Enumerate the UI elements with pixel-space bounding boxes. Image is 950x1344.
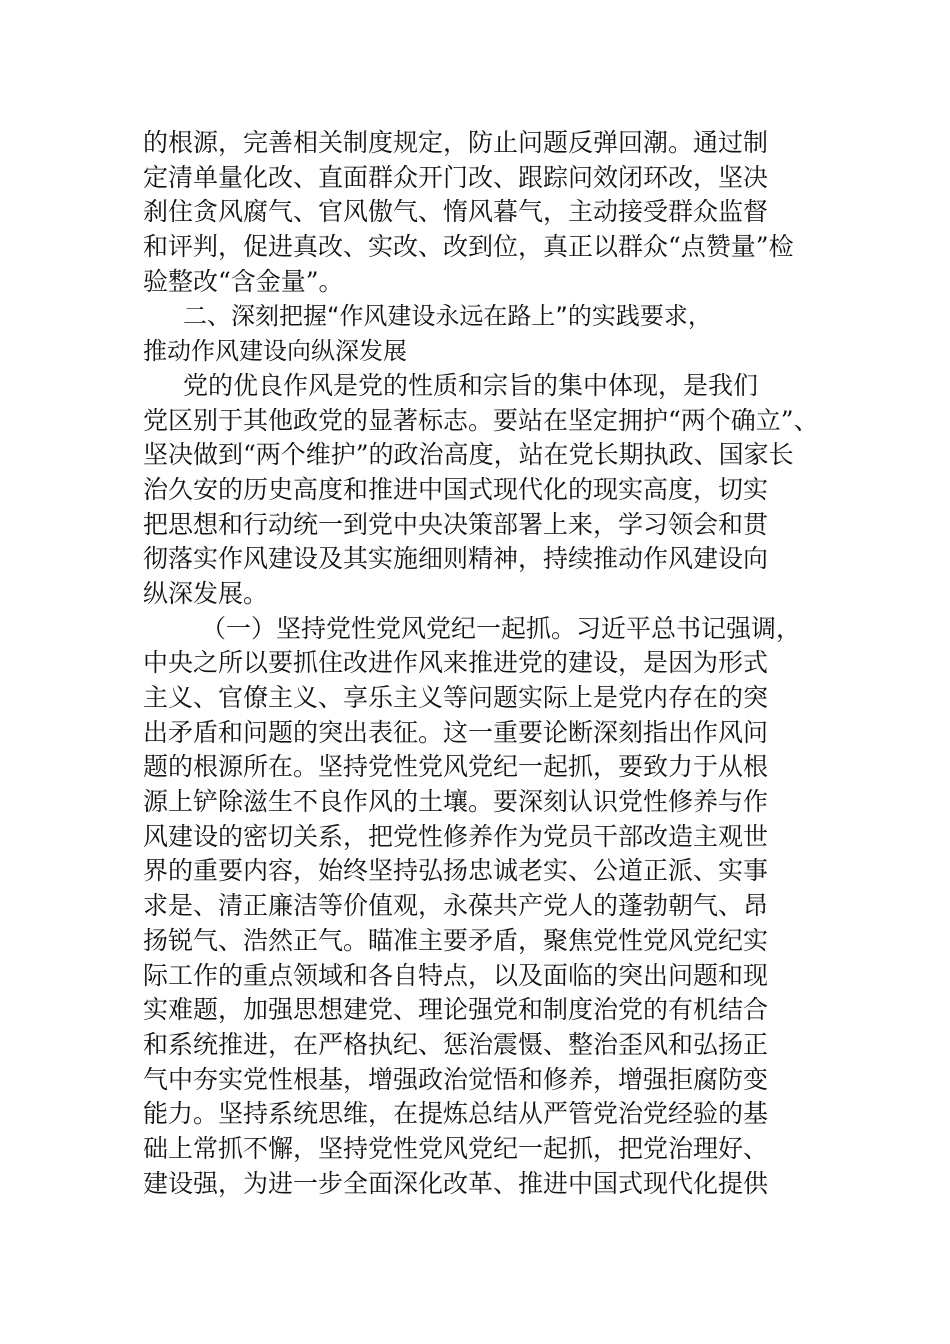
- paragraph-3-line: 题的根源所在。坚持党性党风党纪一起抓，要致力于从根: [143, 752, 769, 782]
- paragraph-3-line: 扬锐气、浩然正气。瞄准主要矛盾，聚焦党性党风党纪实: [143, 925, 769, 955]
- paragraph-1-line: 和评判，促进真改、实改、改到位，真正以群众“点赞量”检: [143, 232, 794, 262]
- paragraph-2-line: 坚决做到“两个维护”的政治高度，站在党长期执政、国家长: [143, 440, 794, 470]
- document-body: [143, 126, 823, 1201]
- paragraph-1-line: 的根源，完善相关制度规定，防止问题反弹回潮。通过制: [143, 128, 769, 157]
- paragraph-2-line: 党区别于其他政党的显著标志。要站在坚定拥护“两个确立”、: [143, 405, 819, 435]
- paragraph-3-line: 界的重要内容，始终坚持弘扬忠诚老实、公道正派、实事: [143, 856, 769, 886]
- paragraph-3-line: 求是、清正廉洁等价值观，永葆共产党人的蓬勃朝气、昂: [143, 891, 769, 921]
- paragraph-3-line: 础上常抓不懈，坚持党性党风党纪一起抓，把党治理好、: [143, 1133, 769, 1163]
- paragraph-2-line: 党的优良作风是党的性质和宗旨的集中体现，是我们: [183, 370, 759, 400]
- paragraph-3-line: 中央之所以要抓住改进作风来推进党的建设，是因为形式: [143, 648, 769, 678]
- paragraph-2-line: 把思想和行动统一到党中央决策部署上来，学习领会和贯: [143, 509, 769, 539]
- paragraph-3-line: 源上铲除滋生不良作风的土壤。要深刻认识党性修养与作: [143, 787, 769, 817]
- paragraph-3-line: 建设强，为进一步全面深化改革、推进中国式现代化提供: [143, 1168, 769, 1198]
- section-heading-line: 二、深刻把握“作风建设永远在路上”的实践要求，: [183, 302, 712, 331]
- paragraph-3-line: 实难题，加强思想建党、理论强党和制度治党的有机结合: [143, 995, 769, 1025]
- paragraph-3-line: 风建设的密切关系，把党性修养作为党员干部改造主观世: [143, 821, 769, 851]
- paragraph-3-line: 际工作的重点领域和各自特点，以及面临的突出问题和现: [143, 960, 769, 990]
- paragraph-3-line: 气中夯实党性根基，增强政治觉悟和修养，增强拒腐防变: [143, 1064, 769, 1094]
- paragraph-2-line: 彻落实作风建设及其实施细则精神，持续推动作风建设向: [143, 544, 769, 574]
- paragraph-3-line: 能力。坚持系统思维，在提炼总结从严管党治党经验的基: [143, 1099, 769, 1129]
- paragraph-2-line: 治久安的历史高度和推进中国式现代化的现实高度，切实: [143, 474, 769, 504]
- paragraph-1-line: 定清单量化改、直面群众开门改、跟踪问效闭环改，坚决: [143, 162, 769, 192]
- paragraph-3-line: 和系统推进，在严格执纪、惩治震慑、整治歪风和弘扬正: [143, 1029, 769, 1059]
- paragraph-3-line: 主义、官僚主义、享乐主义等问题实际上是党内存在的突: [143, 683, 769, 712]
- paragraph-3-line: （一）坚持党性党风党纪一起抓。习近平总书记强调，: [201, 613, 802, 643]
- section-heading-line: 推动作风建设向纵深发展: [143, 337, 407, 366]
- paragraph-3-line: 出矛盾和问题的突出表征。这一重要论断深刻指出作风问: [143, 717, 769, 747]
- paragraph-1-line: 刹住贪风腐气、官风傲气、惰风暮气，主动接受群众监督: [143, 197, 769, 227]
- paragraph-2-line: 纵深发展。: [143, 578, 269, 608]
- paragraph-1-line: 验整改“含金量”。: [143, 266, 344, 296]
